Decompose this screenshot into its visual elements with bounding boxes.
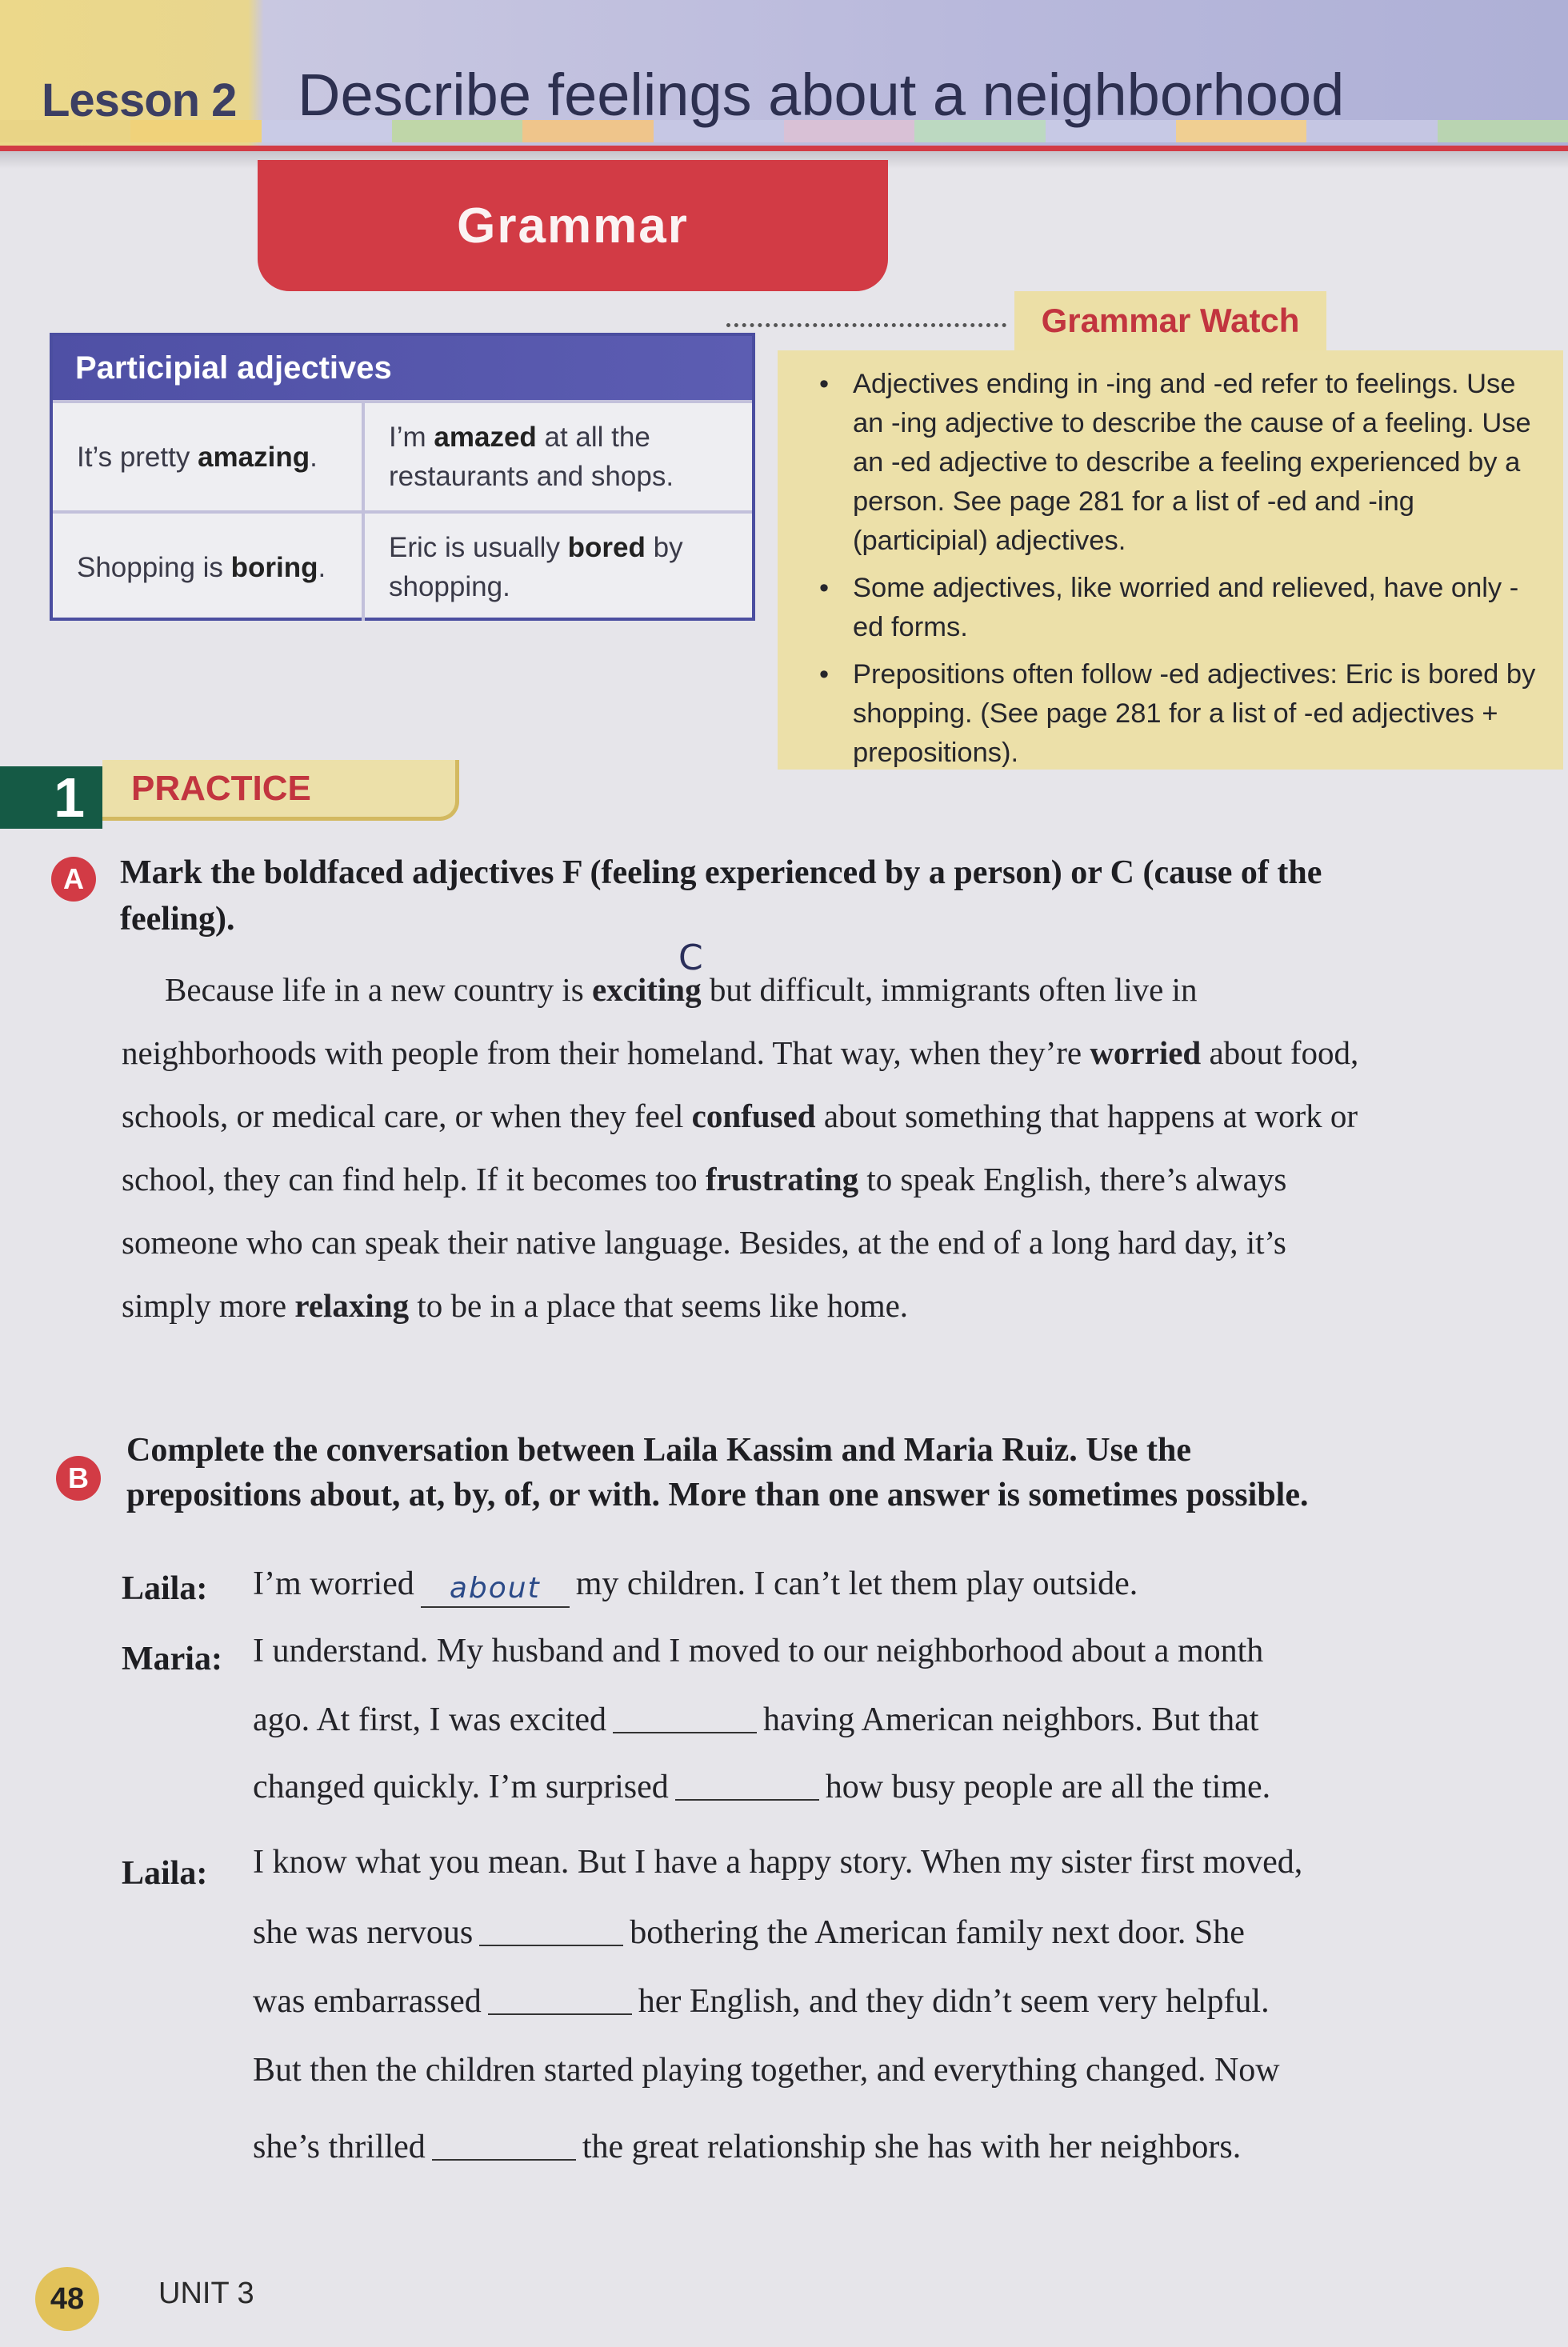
bold-adjective: amazed	[434, 422, 537, 453]
part-b-instruction-line2: prepositions about, at, by, of, or with. More than one answer is sometimes possible.	[126, 1477, 1309, 1513]
dialogue-text: changed quickly. I’m surprised	[253, 1769, 669, 1805]
practice-label: PRACTICE	[131, 768, 311, 808]
answer-blank[interactable]	[421, 1568, 570, 1608]
part-b-badge: B	[56, 1456, 101, 1501]
part-a-instruction: Mark the boldfaced adjectives F (feeling experienced by a person) or C (cause of the feeling).	[120, 854, 1322, 938]
cell-text: .	[318, 551, 326, 583]
bullet-icon: •	[819, 369, 830, 399]
table-cell	[365, 514, 752, 621]
table-row	[53, 400, 752, 510]
participial-adjectives-table	[50, 333, 755, 621]
grammar-watch-title: Grammar Watch	[1041, 302, 1300, 339]
paragraph-text: to be in a place that seems like home.	[409, 1287, 909, 1324]
speaker-laila: Laila:	[122, 1570, 208, 1607]
dialogue-text: she was nervous	[253, 1914, 474, 1951]
bold-adjective: relaxing	[294, 1287, 410, 1324]
speaker-laila: Laila:	[122, 1855, 208, 1892]
answer-blank[interactable]	[613, 1732, 757, 1733]
bullet-icon: •	[819, 659, 830, 690]
paragraph-text: to speak English, there’s always someone who can speak their native language. Besides, at the end of a long hard day, it’s simply more	[122, 1161, 1287, 1324]
cell-text: Shopping is	[77, 551, 231, 583]
paragraph-text: Because life in a new country is	[165, 971, 592, 1008]
part-a-paragraph	[122, 958, 1370, 1337]
paragraph-text: about food, schools, or medical care, or when they feel	[122, 1034, 1359, 1134]
dialogue-line: I know what you mean. But I have a happy story. When my sister first moved,	[253, 1844, 1303, 1881]
dialogue-text: I’m worried	[253, 1565, 414, 1602]
cell-text: Eric is usually	[389, 532, 568, 563]
table-title: Participial adjectives	[53, 336, 752, 400]
dialogue-line: I understand. My husband and I moved to our neighborhood about a month	[253, 1633, 1264, 1669]
answer-blank[interactable]	[488, 2013, 632, 2015]
dialogue-text: having American neighbors. But that	[763, 1701, 1259, 1738]
bullet-text: Prepositions often follow -ed adjectives: Eric is bored by shopping. (See page 281 for a list of -ed adjectives + prepositions).	[853, 659, 1536, 768]
table-cell	[53, 514, 365, 621]
table-row	[53, 510, 752, 621]
bold-adjective: bored	[567, 532, 646, 563]
grammar-watch-dotted-rule	[726, 323, 1006, 327]
grammar-tab-label: Grammar	[457, 198, 689, 254]
dialogue-line	[253, 1982, 1270, 2021]
answer-blank[interactable]	[432, 2159, 576, 2161]
dialogue-text: how busy people are all the time.	[825, 1769, 1271, 1805]
handwritten-answer: about	[449, 1572, 541, 1605]
dialogue-line	[253, 1913, 1245, 1952]
part-a-badge: A	[51, 857, 96, 902]
dialogue-line	[253, 1701, 1258, 1739]
answer-blank[interactable]	[675, 1799, 819, 1801]
paragraph-text: about something that happens at work or school, they can find help. If it becomes too	[122, 1098, 1358, 1197]
bullet-text: Some adjectives, like worried and relieved, have only -ed forms.	[853, 573, 1519, 642]
grammar-watch-bullet	[814, 365, 1536, 561]
dialogue-text: was embarrassed	[253, 1983, 482, 2020]
table-cell	[53, 403, 365, 510]
grammar-watch-title-box	[1014, 291, 1326, 350]
grammar-section-tab	[258, 160, 888, 291]
header-red-rule	[0, 146, 1568, 151]
bold-adjective: worried	[1090, 1034, 1202, 1071]
paragraph-text: but difficult, immigrants often live in neighborhoods with people from their homeland. That way, when they’re	[122, 971, 1198, 1071]
cell-text: I’m	[389, 422, 434, 453]
bold-adjective: confused	[691, 1098, 816, 1134]
grammar-watch-bullet	[814, 569, 1536, 647]
page-number: 48	[35, 2267, 99, 2331]
dialogue-line: But then the children started playing together, and everything changed. Now	[253, 2052, 1280, 2089]
cell-text: It’s pretty	[77, 441, 198, 473]
dialogue-text: my children. I can’t let them play outside.	[575, 1565, 1138, 1602]
dialogue-text: she’s thrilled	[253, 2129, 426, 2165]
bullet-text: Adjectives ending in -ing and -ed refer to feelings. Use an -ing adjective to describe the cause of a feeling. Use an -ed adjective to describe a feeling experienced by a person. See page 281 for a list of -ed and -ing (participial) adjectives.	[853, 369, 1531, 556]
dialogue-text: bothering the American family next door. She	[630, 1914, 1245, 1951]
handwritten-answer-mark: C	[678, 938, 703, 978]
bold-adjective: exciting	[591, 971, 702, 1008]
dialogue-text: the great relationship she has with her neighbors.	[582, 2129, 1242, 2165]
cell-text: by shopping.	[389, 532, 683, 602]
dialogue-line	[253, 2128, 1241, 2166]
practice-header	[102, 760, 459, 821]
table-cell	[365, 403, 752, 510]
grammar-watch-note	[778, 350, 1563, 770]
bold-adjective: frustrating	[705, 1161, 859, 1197]
speaker-maria: Maria:	[122, 1641, 222, 1677]
grammar-watch-bullet	[814, 655, 1536, 773]
unit-label: UNIT 3	[158, 2277, 254, 2310]
dialogue-line	[253, 1565, 1138, 1608]
dialogue-text: ago. At first, I was excited	[253, 1701, 607, 1738]
lesson-title: Describe feelings about a neighborhood	[298, 62, 1345, 128]
part-b-instruction-line1: Complete the conversation between Laila Kassim and Maria Ruiz. Use the	[126, 1432, 1192, 1469]
dialogue-text: her English, and they didn’t seem very helpful.	[638, 1983, 1270, 2020]
cell-text: .	[310, 441, 318, 473]
bullet-icon: •	[819, 573, 830, 603]
bold-adjective: boring	[230, 551, 318, 583]
practice-number: 1	[0, 766, 102, 829]
answer-blank[interactable]	[479, 1945, 623, 1946]
cell-text: at all the restaurants and shops.	[389, 422, 674, 492]
bold-adjective: amazing	[198, 441, 310, 473]
lesson-label: Lesson 2	[42, 74, 237, 126]
dialogue-line	[253, 1768, 1270, 1806]
